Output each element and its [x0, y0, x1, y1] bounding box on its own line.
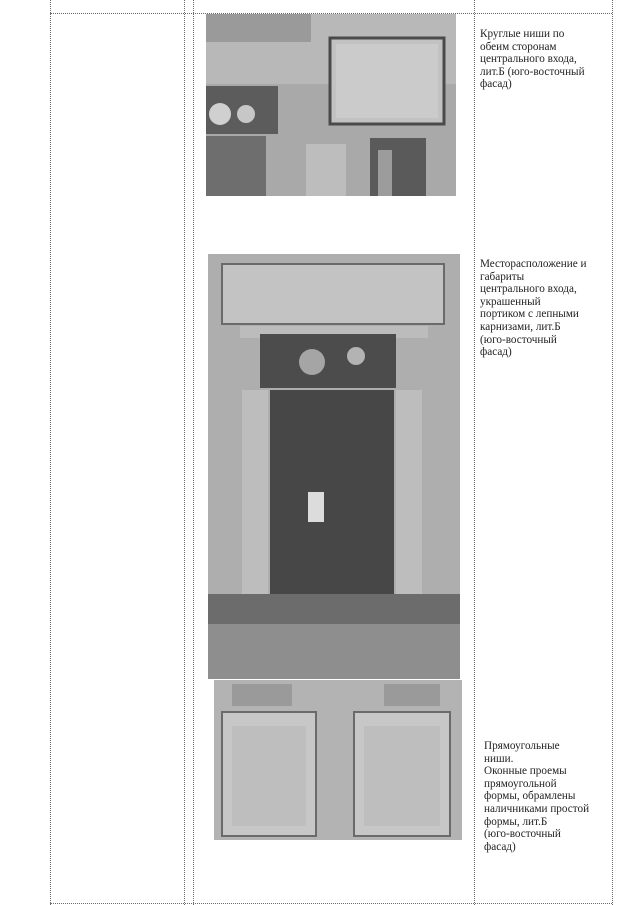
table-border-left — [50, 0, 51, 905]
caption-round-niches: Круглые ниши по обеим сторонам центрального входа, лит.Б (юго-восточный фасад) — [480, 28, 585, 91]
table-border-col2 — [193, 0, 194, 905]
photo-central-entrance — [208, 254, 460, 679]
caption-central-entrance: Месторасположение и габариты центрального входа, украшенный портиком с лепными карнизами, лит.Б (юго-восточный фасад) — [480, 258, 587, 359]
table-border-right — [612, 0, 613, 905]
photo-round-niches — [206, 14, 456, 196]
caption-rectangular-niches: Прямоугольные ниши. Оконные проемы прямоугольной формы, обрамлены наличниками простой формы, лит.Б (юго-восточный фасад) — [484, 740, 590, 853]
table-border-col3 — [474, 0, 475, 905]
table-border-bottom — [50, 903, 612, 904]
photo-rectangular-niches — [214, 680, 462, 840]
table-border-col1 — [184, 0, 185, 905]
